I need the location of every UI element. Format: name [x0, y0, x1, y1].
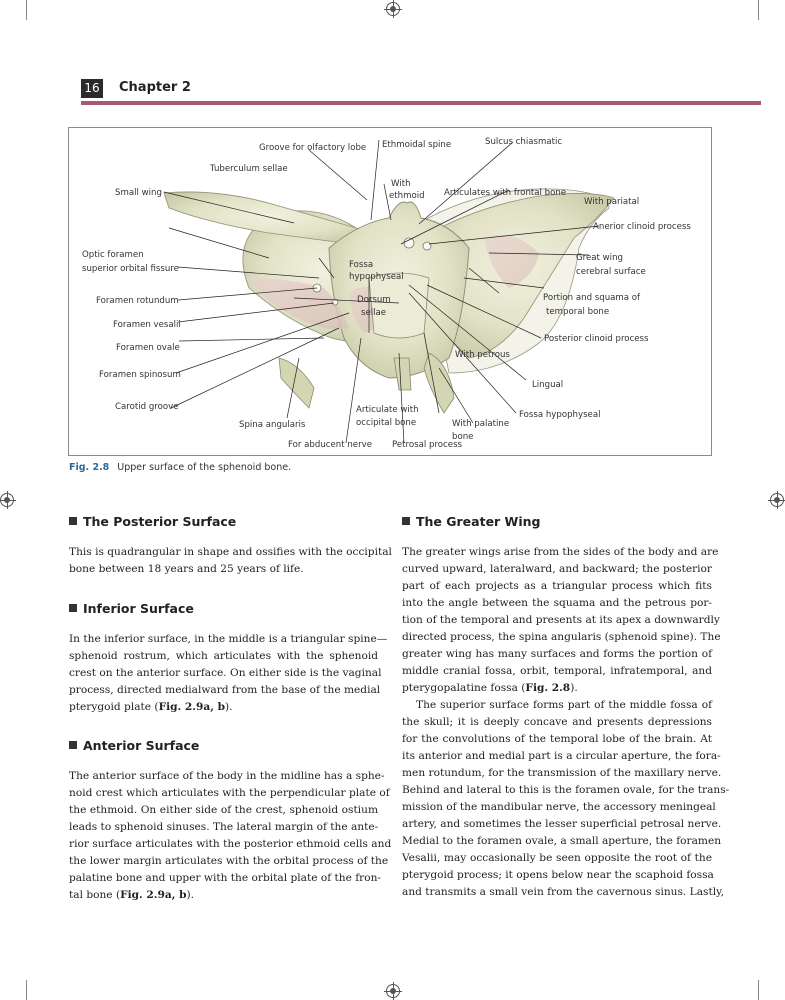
- figure-reference[interactable]: Fig. 2.9a, b: [158, 701, 225, 713]
- registration-mark-icon: [0, 493, 14, 507]
- header-rule: [81, 101, 761, 105]
- label-portion-squama-2: temporal bone: [546, 307, 610, 317]
- heading-anterior-surface: Anterior Surface: [69, 738, 199, 753]
- heading-bullet-icon: [69, 604, 77, 612]
- label-foramen-rotundum: Foramen rotundum: [96, 296, 179, 306]
- para-greater-wing: The greater wings arise from the sides of the body and are curved upward, lateralward, and backward; the posterior part of each projects as a triangular process which fits into the angle between the squama and the petrous por- tion of the temporal and presents at its apex a downwardly directed process, the spina angularis (sphenoid spine). The greater wing has many surfaces and forms the portion of middle cranial fossa, orbit, temporal, infratemporal, and pterygopalatine fossa (Fig. 2.8).: [402, 546, 721, 694]
- label-ethmoidal-spine: Ethmoidal spine: [382, 140, 452, 150]
- page-number: 16: [81, 79, 103, 98]
- label-lingual: Lingual: [532, 380, 564, 390]
- heading-posterior-surface: The Posterior Surface: [69, 514, 236, 529]
- crop-mark: [758, 0, 759, 20]
- label-with-palatine-2: bone: [452, 432, 474, 442]
- label-fossa-hypophyseal-b: Fossa hypophyseal: [519, 410, 601, 420]
- label-with-parietal: With pariatal: [584, 197, 640, 207]
- figure-reference[interactable]: Fig. 2.9a, b: [120, 889, 187, 901]
- label-fossa-hypophyseal-2: hypophyseal: [349, 272, 404, 282]
- label-foramen-vesalii: Foramen vesalii: [113, 320, 181, 330]
- figure-reference[interactable]: Fig. 2.8: [525, 682, 571, 694]
- label-sulcus-chiasmatic: Sulcus chiasmatic: [485, 137, 563, 147]
- label-foramen-spinosum: Foramen spinosum: [99, 370, 181, 380]
- figure-caption: [69, 462, 291, 473]
- heading-bullet-icon: [402, 517, 410, 525]
- label-petrosal-process: Petrosal process: [392, 440, 463, 450]
- label-with-petrous: With petrous: [455, 350, 510, 360]
- label-with-palatine: With palatine: [452, 419, 510, 429]
- para-posterior-surface: This is quadrangular in shape and ossifies with the occipital bone between 18 years and 25 years of life.: [69, 546, 392, 575]
- label-portion-squama: Portion and squama of: [543, 293, 641, 303]
- label-fossa-hypophyseal: Fossa: [349, 260, 374, 270]
- para-anterior-surface: The anterior surface of the body in the midline has a sphe- noid crest which articulates with the perpendicular plate of the ethmoid. On either side of the crest, sphenoid ostium leads to sphenoid sinuses. The lateral margin of the ante- rior surface articulates with the posterior ethmoid cells and the lower margin articulates with the orbital process of the palatine bone and upper with the orbital plate of the fron- tal bone (Fig. 2.9a, b).: [69, 770, 392, 901]
- label-dorsum-sellae-2: sellae: [361, 308, 387, 318]
- label-groove-olfactory: Groove for olfactory lobe: [259, 143, 367, 153]
- label-articulates-frontal: Articulates with frontal bone: [444, 188, 567, 198]
- heading-greater-wing: The Greater Wing: [402, 514, 540, 529]
- registration-mark-icon: [770, 493, 784, 507]
- label-small-wing: Small wing: [115, 188, 162, 198]
- label-with-ethmoid: With: [391, 179, 411, 189]
- figure-sphenoid: [68, 127, 712, 456]
- label-dorsum-sellae: Dorsum: [357, 295, 391, 305]
- label-with-ethmoid-2: ethmoid: [389, 191, 425, 201]
- sphenoid-illustration: [69, 128, 713, 457]
- crop-mark: [26, 980, 27, 1000]
- registration-mark-icon: [386, 2, 400, 16]
- label-abducent-nerve: For abducent nerve: [288, 440, 372, 450]
- heading-bullet-icon: [69, 517, 77, 525]
- label-great-wing-2: cerebral surface: [576, 267, 646, 277]
- chapter-title: Chapter 2: [119, 80, 191, 95]
- heading-inferior-surface: Inferior Surface: [69, 601, 194, 616]
- label-tuberculum-sellae: Tuberculum sellae: [210, 164, 288, 174]
- label-optic-foramen: Optic foramen: [82, 250, 144, 260]
- label-spina-angularis: Spina angularis: [239, 420, 306, 430]
- label-articulate-occipital-2: occipital bone: [356, 418, 417, 428]
- para-superior-surface: The superior surface forms part of the middle fossa of the skull; it is deeply concave and presents depressions for the convolutions of the temporal lobe of the brain. At its anterior and medial part is a circular aperture, the fora- men rotundum, for the transmission of the maxillary nerve. Behind and lateral to this is the foramen ovale, for the trans- mission of the mandibular nerve, the accessory meningeal artery, and sometimes the lesser superficial petrosal nerve. Medial to the foramen ovale, a small aperture, the foramen Vesalii, may occasionally be seen opposite the root of the pterygoid process; it opens below near the scaphoid fossa and transmits a small vein from the cavernous sinus. Lastly,: [402, 699, 730, 898]
- heading-bullet-icon: [69, 741, 77, 749]
- label-carotid-groove: Carotid groove: [115, 402, 179, 412]
- label-articulate-occipital: Articulate with: [356, 405, 419, 415]
- figure-caption-text: Upper surface of the sphenoid bone.: [117, 462, 292, 473]
- label-foramen-ovale: Foramen ovale: [116, 343, 180, 353]
- figure-caption-number: Fig. 2.8: [69, 462, 110, 473]
- label-anterior-clinoid: Anerior clinoid process: [593, 222, 691, 232]
- label-posterior-clinoid: Posterior clinoid process: [544, 334, 649, 344]
- para-inferior-surface: In the inferior surface, in the middle is a triangular spine— sphenoid rostrum, which articulates with the sphenoid crest on the anterior surface. On either side is the vaginal process, directed medialward from the base of the medial pterygoid plate (Fig. 2.9a, b).: [69, 633, 388, 713]
- crop-mark: [26, 0, 27, 20]
- label-superior-orbital: superior orbital fissure: [82, 264, 179, 274]
- crop-mark: [758, 980, 759, 1000]
- registration-mark-icon: [386, 984, 400, 998]
- label-great-wing: Great wing: [576, 253, 623, 263]
